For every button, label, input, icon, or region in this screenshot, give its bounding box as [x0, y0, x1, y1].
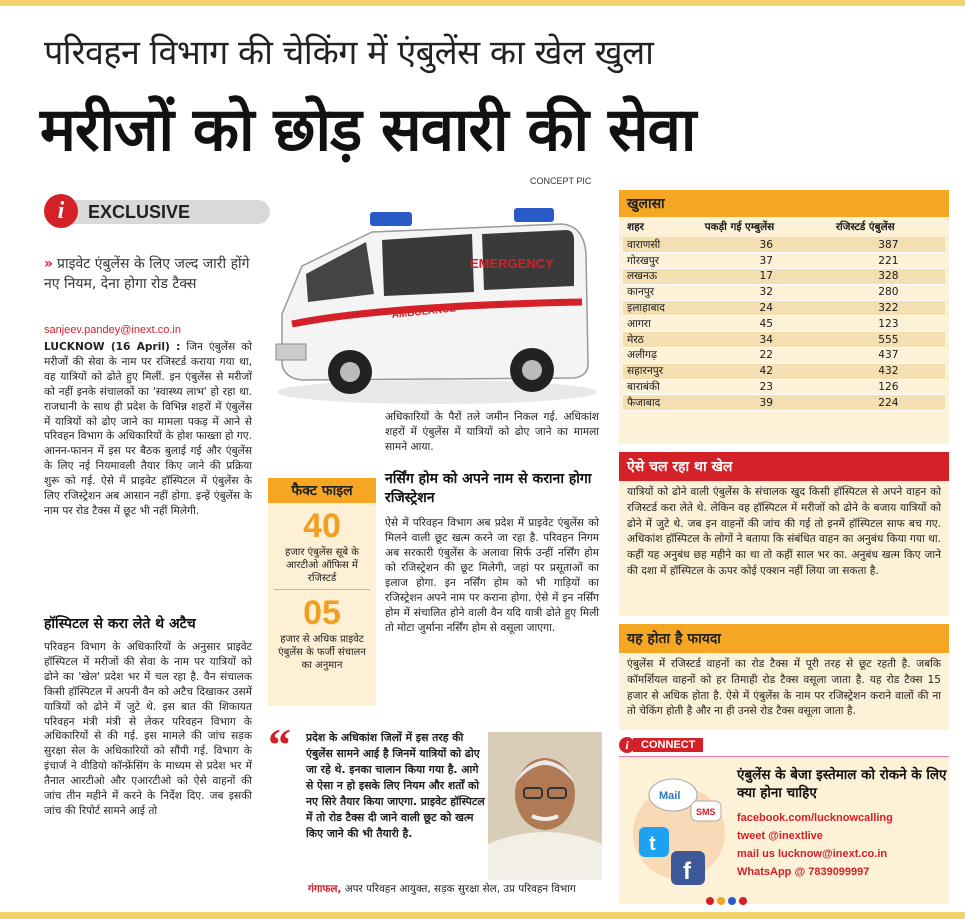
- table-row: [623, 253, 945, 269]
- city-cell: बाराबंकी: [623, 379, 701, 395]
- benefit-title: यह होता है फायदा: [619, 624, 949, 653]
- fact-file-title: फैक्ट फाइल: [268, 478, 376, 503]
- table-row: [623, 363, 945, 379]
- table-row: [623, 269, 945, 285]
- column-header: रजिस्टर्ड एंबुलेंस: [835, 221, 895, 233]
- article-body-3: अधिकारियों के पैरों तले जमीन निकल गई. अधिकांश शहरों में एंबुलेंस में यात्रियों को ढोए जाने का मामला सामने आया.: [385, 411, 599, 453]
- fact-number: 05: [303, 594, 341, 632]
- benefit-box: [619, 624, 949, 730]
- caught-cell: 39: [701, 395, 832, 411]
- bottom-border: [0, 912, 965, 919]
- official-photo: [488, 732, 602, 880]
- caught-cell: 32: [701, 284, 832, 300]
- social-icons-graphic: [623, 761, 735, 901]
- twitter-link[interactable]: tweet @inextlive: [737, 830, 823, 842]
- fact-number: 40: [303, 507, 341, 545]
- caught-cell: 22: [701, 348, 832, 364]
- how-it-worked-box: [619, 452, 949, 616]
- registered-cell: 555: [832, 332, 945, 348]
- article-body-1: [44, 340, 252, 519]
- registered-cell: 387: [832, 237, 945, 253]
- registered-cell: 280: [832, 284, 945, 300]
- city-cell: अलीगढ़: [623, 348, 701, 364]
- caught-cell: 17: [701, 269, 832, 285]
- registered-cell: 328: [832, 269, 945, 285]
- table-header-row: [623, 217, 945, 237]
- khulasa-table: [623, 217, 945, 411]
- caught-cell: 42: [701, 363, 832, 379]
- article-body-4: ऐसे में परिवहन विभाग अब प्रदेश में प्राइवेट एंबुलेंस को मिलने वाली छूट खत्म करने जा रहा है. परिवहन निगम अब सरकारी एंबुलेंस के अलावा सिर्फ उन्हीं नर्सिंग होम को रजिस्ट्रेशन की छूट मिलेगी, जहां पर प्रसूताओं का इलाज होगा. इन नर्सिंग होम को भी गाड़ियों का रजिस्ट्रेशन अपने नाम पर कराना होगा. ऐसे में इन नर्सिंग होम में संचालित होने वाली वैन यदि यात्री ढोते हुए मिली तो मोटा जुर्माना नर्सिंग होम से वसूला जाएगा.: [385, 517, 599, 634]
- how-it-worked-title: ऐसे चल रहा था खेल: [619, 452, 949, 481]
- quote-mark-icon: “: [268, 719, 291, 770]
- city-cell: मेरठ: [623, 332, 701, 348]
- quote-attribution: [308, 882, 608, 896]
- quote-text: प्रदेश के अधिकांश जिलों में इस तरह की एंबुलेंस सामने आई है जिनमें यात्रियों को ढोए जा रहे थे. इनका चालान किया गया है. आगे से ऐसा न हो इसके लिए नियम और शर्तों को नए सिरे तैयार किया जाएगा. प्राइवेट हॉस्पिटल में तो रोड टैक्स दी जाने वाली छूट को खत्म किए जाने की भी तैयारी है.: [306, 731, 485, 840]
- caught-cell: 23: [701, 379, 832, 395]
- caught-cell: 34: [701, 332, 832, 348]
- deck-label: प्राइवेट एंबुलेंस के लिए जल्द जारी होंगे नए नियम, देना होगा रोड टैक्स: [44, 256, 250, 292]
- quote-box: [268, 719, 602, 900]
- table-row: [623, 316, 945, 332]
- fact-label: हजार एंबुलेंस सूबे के आरटीओ ऑफिस में रजिस्टर्ड: [285, 547, 359, 584]
- column-header: शहर: [627, 221, 644, 233]
- table-row: [623, 300, 945, 316]
- svg-text:t: t: [649, 833, 656, 855]
- concept-pic-label: CONCEPT PIC: [530, 176, 592, 186]
- caught-cell: 45: [701, 316, 832, 332]
- city-cell: आगरा: [623, 316, 701, 332]
- city-cell: सहारनपुर: [623, 363, 701, 379]
- ambulance-image: [262, 194, 602, 408]
- subheading-1: हॉस्पिटल से करा लेते थे अटैच: [44, 616, 196, 632]
- quote-name: गंगाफल,: [308, 883, 342, 895]
- how-it-worked-text: यात्रियों को ढोने वाली एंबुलेंस के संचालक खुद किसी हॉस्पिटल से अपने वाहन को रजिस्टर्ड करा लेते थे. लेकिन वह हॉस्पिटल में मरीजों को ढोने के बजाय यात्रियों को ढोने में जुटे थे. जब इन वाहनों की जांच की गई तो इनमें हॉस्पिटल साफ बच गए. अधिकांश हॉस्पिटल के लोगों ने बताया कि संबंधित वाहन का अनुबंध किया गया था. कहीं यह अनुबंध छह महीने का था तो कहीं साल भर का. अनुबंध खत्म किए जाने की दशा में हॉस्पिटल के ऊपर कोई एक्शन नहीं लिया जा सकता है.: [627, 486, 941, 577]
- caught-cell: 36: [701, 237, 832, 253]
- registered-cell: 432: [832, 363, 945, 379]
- decorative-dots: [706, 890, 750, 909]
- kicker-headline: परिवहन विभाग की चेकिंग में एंबुलेंस का खेल खुला: [44, 33, 654, 73]
- registered-cell: 437: [832, 348, 945, 364]
- author-email[interactable]: sanjeev.pandey@inext.co.in: [44, 324, 181, 336]
- exclusive-badge: [44, 194, 224, 228]
- article-body-2: परिवहन विभाग के अधिकारियों के अनुसार प्राइवेट हॉस्पिटल में मरीजों की सेवा के नाम पर यात्रियों को ढोने का 'खेल' प्रदेश भर में चल रहा है. वैन संचालक किसी हॉस्पिटल में अपनी वैन को अटैच दिखाकर उसमें यात्रियों को ढोने में जुटे थे. इस बात की शिकायत परिवहन मंत्री मंत्री से लेकर परिवहन विभाग के अधिकारियों से की गई. इस मामले की जांच सड़क सुरक्षा सेल के अधिकारियों को सौंपी गई. विभाग के इंचार्ज ने वीडियो कॉन्फ्रेंसिंग के माध्यम से प्रदेश भर में तैनात आरटीओ और एआरटीओ को ऐसे वाहनों की जांच तीन महीने में करने के निर्देश दिए. जब इसकी जांच की रिपोर्ट सामने आई तो: [44, 641, 252, 817]
- main-headline: मरीजों को छोड़ सवारी की सेवा: [40, 95, 696, 165]
- fact-label: हजार से अधिक प्राइवेट एंबुलेंस के फर्जी संचालन का अनुमान: [278, 634, 366, 671]
- city-cell: लखनऊ: [623, 269, 701, 285]
- whatsapp-link[interactable]: WhatsApp @ 7839099997: [737, 866, 870, 878]
- sms-icon-text: SMS: [696, 807, 716, 817]
- dot-icon: [728, 897, 736, 905]
- fact-file-box: [268, 478, 376, 706]
- city-cell: कानपुर: [623, 284, 701, 300]
- quote-designation: अपर परिवहन आयुक्त, सड़क सुरक्षा सेल, उप्र परिवहन विभाग: [344, 883, 576, 895]
- registered-cell: 123: [832, 316, 945, 332]
- top-border: [0, 0, 965, 6]
- dateline: LUCKNOW (16 April) :: [44, 341, 181, 353]
- city-cell: इलाहाबाद: [623, 300, 701, 316]
- fact-divider: [274, 589, 370, 590]
- caught-cell: 37: [701, 253, 832, 269]
- deck-text: [44, 254, 254, 294]
- exclusive-label: EXCLUSIVE: [70, 200, 270, 224]
- table-row: [623, 395, 945, 411]
- chevron-right-icon: »: [44, 256, 54, 272]
- registered-cell: 224: [832, 395, 945, 411]
- body1-text: जिन एंबुलेंस को मरीजों की सेवा के नाम पर रजिस्टर्ड कराया गया था, वह यात्रियों को ढोते हुए मिलीं. इन एंबुलेंस से मरीजों को नहीं इनके संचालकों का 'स्वास्थ्य लाभ' हो रहा था. राजधानी के साथ ही प्रदेश के विभिन्न शहरों में एंबुलेंस में यात्रियों को ढोए जाने का मामला पकड़ में आने से परिवहन विभाग के अधिकारियों के होश फाख्ता हो गए. आनन-फानन में इस पर बैठक बुलाई गई और एंबुलेंस के लिए नई नियमावली तैयार किए जाने की प्रक्रिया शुरू को गई. ऐसे में प्राइवेट हॉस्पिटल में एंबुलेंस के लिए रजिस्ट्रेशन अब आसान नहीं होगा. इन्हें एंबुलेंस के नाम पर रोड टैक्स में छूट भी नहीं मिलेगी.: [44, 341, 252, 517]
- khulasa-table-box: [619, 190, 949, 444]
- city-cell: गोरखपुर: [623, 253, 701, 269]
- table-row: [623, 237, 945, 253]
- info-icon: i: [619, 737, 635, 753]
- caught-cell: 24: [701, 300, 832, 316]
- city-cell: फैजाबाद: [623, 395, 701, 411]
- svg-text:f: f: [683, 858, 691, 885]
- table-row: [623, 284, 945, 300]
- dot-icon: [739, 897, 747, 905]
- info-icon: i: [44, 194, 78, 228]
- table-row: [623, 348, 945, 364]
- mail-icon-text: Mail: [659, 790, 681, 802]
- connect-header: [619, 736, 703, 754]
- registered-cell: 322: [832, 300, 945, 316]
- dot-icon: [706, 897, 714, 905]
- registered-cell: 126: [832, 379, 945, 395]
- ambulance-text: AMBULANCE: [391, 303, 457, 321]
- table-row: [623, 379, 945, 395]
- subheading-2: नर्सिंग होम को अपने नाम से कराना होगा रजिस्ट्रेशन: [385, 471, 592, 506]
- khulasa-title: खुलासा: [619, 190, 949, 217]
- city-cell: वाराणसी: [623, 237, 701, 253]
- table-row: [623, 332, 945, 348]
- facebook-link[interactable]: facebook.com/lucknowcalling: [737, 812, 893, 824]
- registered-cell: 221: [832, 253, 945, 269]
- benefit-text: एंबुलेंस में रजिस्टर्ड वाहनों का रोड टैक्स में पूरी तरह से छूट रहती है. जबकि कॉमर्शियल वाहनों को हर तिमाही रोड टैक्स वसूला जाता है. यह रोड टैक्स 15 हजार से अधिक होता है. ऐसे में एंबुलेंस के नाम पर रजिस्ट्रेशन कराने वालों की ना तो चेकिंग होती है और ना ही उनसे रोड टैक्स वसूला जाता है.: [627, 658, 941, 718]
- dot-icon: [717, 897, 725, 905]
- column-header: पकड़ी गई एम्बुलेंस: [704, 221, 775, 233]
- connect-label: CONNECT: [633, 738, 703, 752]
- email-link[interactable]: mail us lucknow@inext.co.in: [737, 848, 888, 860]
- connect-question: एंबुलेंस के बेजा इस्तेमाल को रोकने के लिए क्या होना चाहिए: [737, 767, 947, 801]
- emergency-text: EMERGENCY: [470, 256, 554, 271]
- connect-box: [619, 736, 949, 904]
